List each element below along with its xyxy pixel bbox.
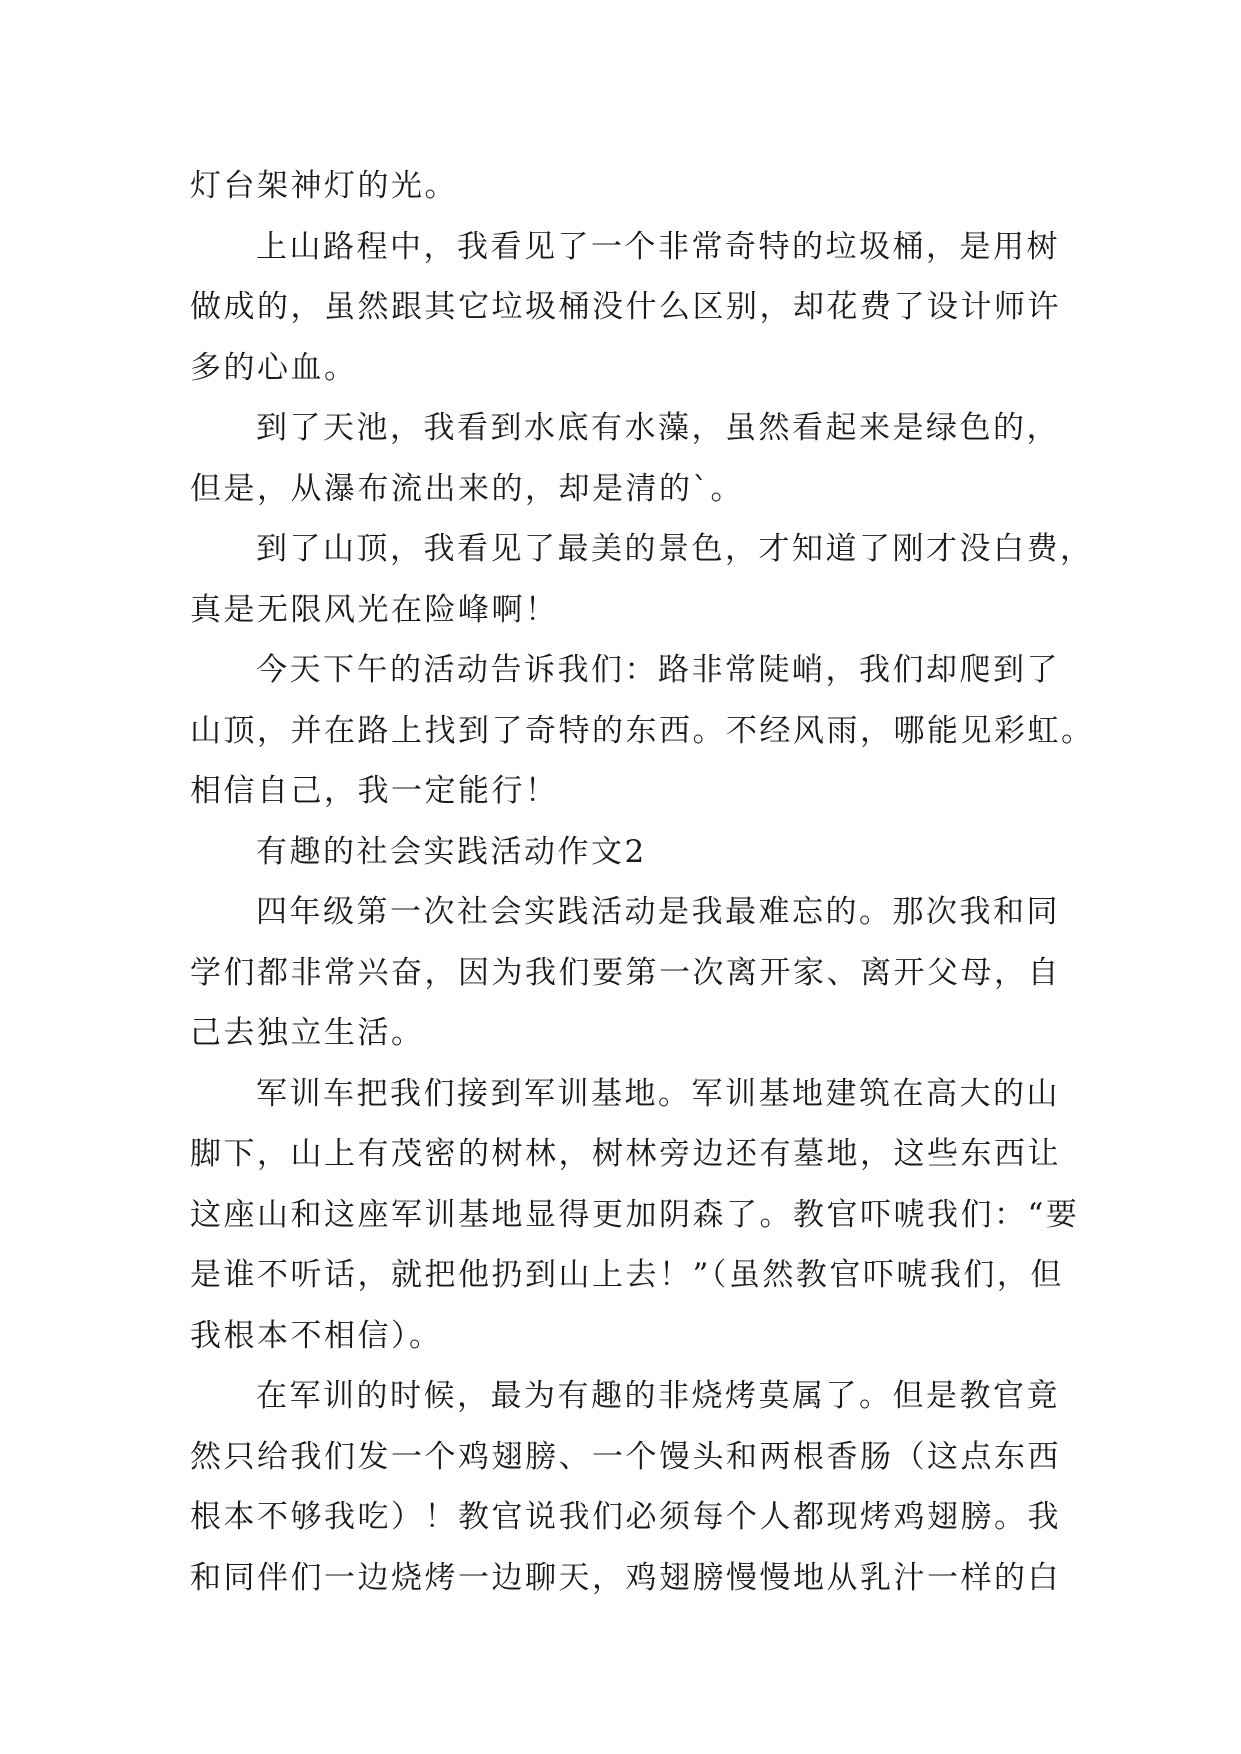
text-line: 是谁不听话，就把他扔到山上去！”（虽然教官吓唬我们，但 [190, 1257, 1064, 1293]
text-line: 今天下午的活动告诉我们：路非常陡峭，我们却爬到了 [256, 652, 1060, 688]
text-line: 上山路程中，我看见了一个非常奇特的垃圾桶，是用树 [256, 228, 1060, 265]
section-heading: 有趣的社会实践活动作文2 [256, 833, 647, 870]
text-line: 和同伴们一边烧烤一边聊天，鸡翅膀慢慢地从乳汁一样的白 [190, 1559, 1061, 1596]
text-line: 这座山和这座军训基地显得更加阴森了。教官吓唬我们：“要 [190, 1196, 1080, 1233]
text-line: 灯台架神灯的光。 [190, 168, 458, 204]
text-line: 但是，从瀑布流出来的，却是清的`。 [190, 470, 744, 507]
text-line: 山顶，并在路上找到了奇特的东西。不经风雨，哪能见彩虹。 [190, 712, 1095, 749]
essay-text [190, 156, 1095, 1608]
text-line: 军训车把我们接到军训基地。军训基地建筑在高大的山 [256, 1075, 1060, 1112]
text-line: 己去独立生活。 [190, 1015, 425, 1051]
text-line: 学们都非常兴奋，因为我们要第一次离开家、离开父母，自 [190, 954, 1061, 991]
text-line: 四年级第一次社会实践活动是我最难忘的。那次我和同 [256, 894, 1060, 930]
text-line: 根本不够我吃）！教官说我们必须每个人都现烤鸡翅膀。我 [190, 1499, 1061, 1535]
text-line: 脚下，山上有茂密的树林，树林旁边还有墓地，这些东西让 [190, 1136, 1061, 1172]
text-line: 我根本不相信）。 [190, 1317, 443, 1354]
text-line: 多的心血。 [190, 349, 358, 386]
text-line: 做成的，虽然跟其它垃圾桶没什么区别，却花费了设计师许 [190, 289, 1061, 325]
text-line: 然只给我们发一个鸡翅膀、一个馒头和两根香肠（这点东西 [190, 1438, 1061, 1475]
text-line: 相信自己，我一定能行！ [190, 773, 559, 809]
text-line: 到了天池，我看到水底有水藻，虽然看起来是绿色的， [256, 410, 1060, 446]
text-line: 到了山顶，我看见了最美的景色，才知道了刚才没白费， [256, 531, 1094, 567]
text-line: 在军训的时候，最为有趣的非烧烤莫属了。但是教官竟 [256, 1378, 1060, 1414]
text-line: 真是无限风光在险峰啊！ [190, 591, 559, 628]
